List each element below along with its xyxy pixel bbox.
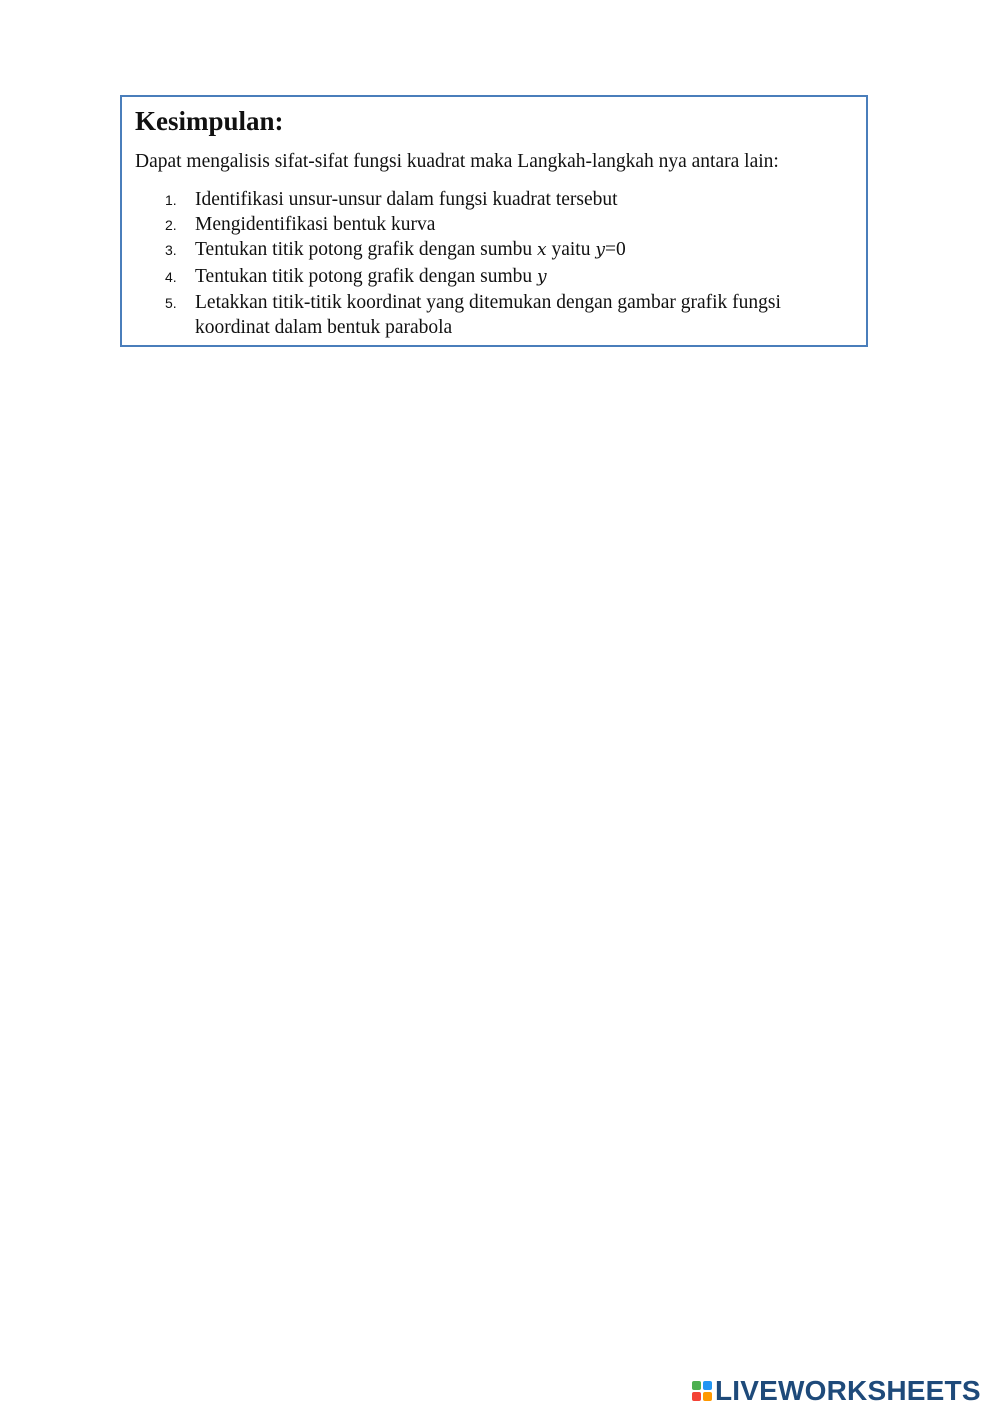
step-text: Identifikasi unsur-unsur dalam fungsi kuadrat tersebut xyxy=(195,189,618,210)
step-item-3 xyxy=(135,237,853,263)
liveworksheets-logo xyxy=(692,1376,981,1406)
step-number: 5. xyxy=(165,294,177,311)
step-text: yaitu xyxy=(546,239,596,261)
math-variable-x: x xyxy=(537,240,547,261)
step-text: =0 xyxy=(604,239,626,261)
step-text: Mengidentifikasi bentuk kurva xyxy=(195,214,436,236)
logo-square-i xyxy=(703,1381,712,1390)
math-variable-y: y xyxy=(595,240,605,261)
conclusion-box xyxy=(120,95,868,347)
step-item-1 xyxy=(135,187,853,212)
step-text: Tentukan titik potong grafik dengan sumbu xyxy=(195,265,537,287)
liveworksheets-logo-icon xyxy=(692,1381,712,1401)
logo-square-l xyxy=(692,1381,701,1390)
step-item-4 xyxy=(135,264,853,290)
step-item-2 xyxy=(135,212,853,237)
step-number: 2. xyxy=(165,217,177,234)
logo-text: LIVEWORKSHEETS xyxy=(715,1375,981,1406)
step-item-5 xyxy=(135,290,853,340)
step-number: 1. xyxy=(165,192,177,208)
step-number: 4. xyxy=(165,268,177,285)
steps-list xyxy=(135,187,853,340)
conclusion-title: Kesimpulan: xyxy=(135,106,284,136)
logo-square-e xyxy=(703,1392,712,1401)
step-text: Tentukan titik potong grafik dengan sumbu xyxy=(195,239,537,261)
conclusion-intro: Dapat mengalisis sifat-sifat fungsi kuadrat maka Langkah-langkah nya antara lain: xyxy=(135,151,779,172)
step-text: Letakkan titik-titik koordinat yang ditemukan dengan gambar grafik fungsi koordinat dalam bentuk parabola xyxy=(195,291,781,339)
math-variable-y: y xyxy=(537,266,547,287)
step-number: 3. xyxy=(165,242,177,259)
logo-square-v xyxy=(692,1392,701,1401)
